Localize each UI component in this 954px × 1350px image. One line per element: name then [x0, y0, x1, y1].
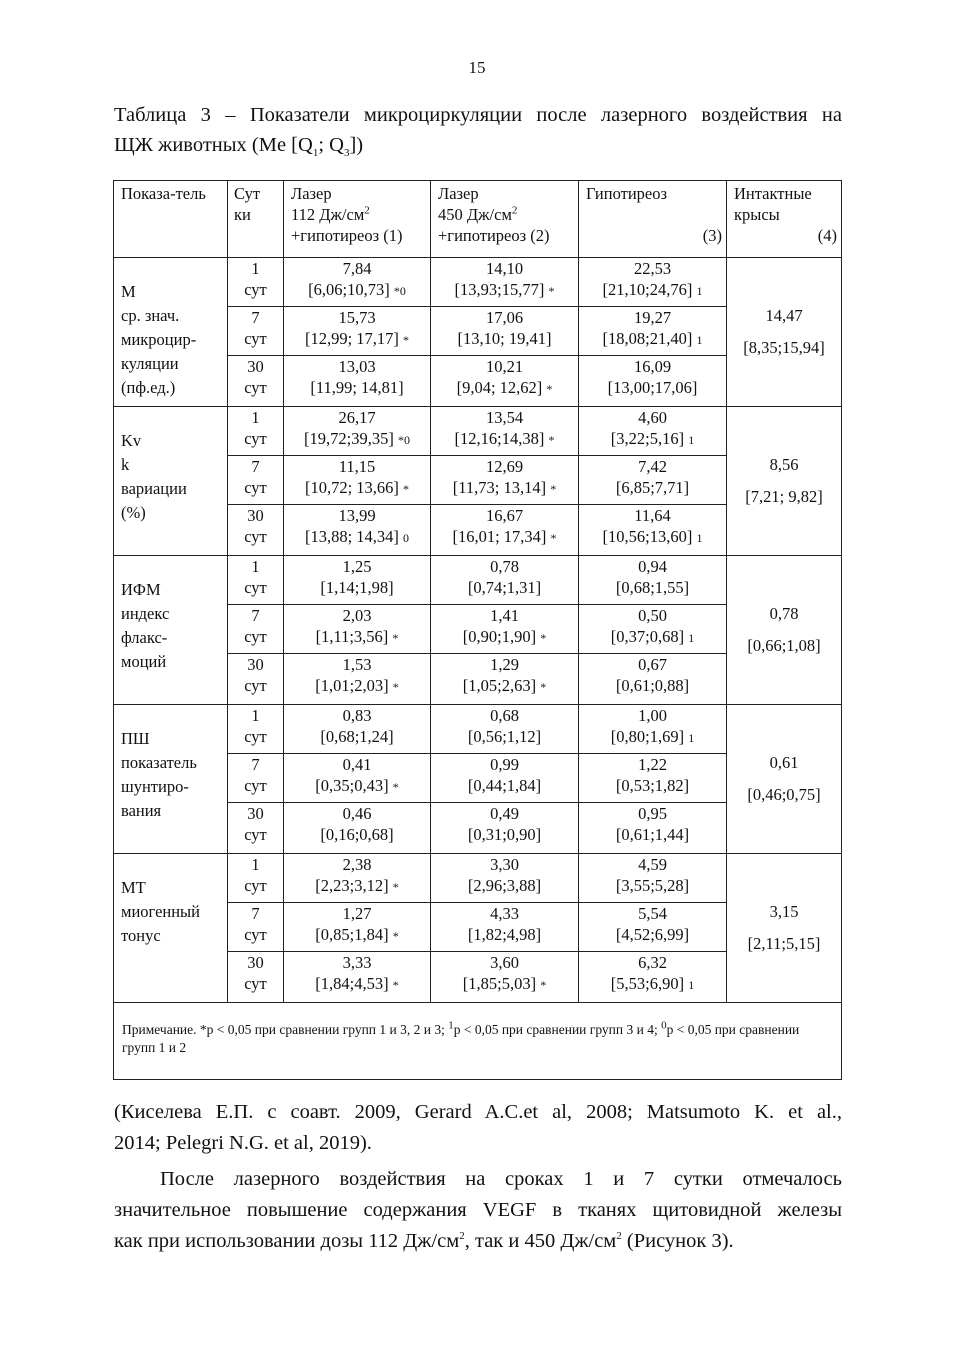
quartile-range: [6,06;10,73] — [308, 280, 390, 299]
indicator-label: Kv — [121, 431, 142, 450]
significance-marker: * — [403, 482, 410, 496]
indicator-label: M — [121, 282, 136, 301]
median-value: 10,21 — [485, 357, 524, 376]
caption-line-1: Таблица 3 – Показатели микроциркуляции после лазерного воздействия на — [114, 104, 842, 126]
indicator-label: (%) — [121, 503, 146, 522]
quartile-range: [0,90;1,90] — [462, 627, 537, 646]
median-value: 4,59 — [638, 855, 667, 874]
day-cell — [228, 556, 284, 605]
references-paragraph — [114, 1097, 842, 1159]
value-cell-g1 — [284, 605, 431, 654]
median-value: 0,95 — [638, 804, 667, 823]
day-unit: сут — [244, 378, 267, 397]
value-cell-g2 — [431, 456, 579, 505]
median-value: 14,10 — [485, 259, 524, 278]
day-unit: сут — [244, 578, 267, 597]
significance-marker: * — [392, 780, 399, 794]
significance-marker: * — [540, 631, 547, 645]
day-unit: сут — [244, 825, 267, 844]
value-cell-g1 — [284, 754, 431, 803]
value-cell-g2 — [431, 356, 579, 407]
value-cell-g1 — [284, 307, 431, 356]
intact-range: [8,35;15,94] — [743, 338, 825, 357]
indicator-label: моций — [121, 652, 167, 671]
quartile-range: [0,56;1,12] — [467, 727, 542, 746]
day-unit: сут — [244, 429, 267, 448]
day-unit: сут — [244, 727, 267, 746]
significance-marker: 0 — [403, 531, 410, 545]
value-cell-g3 — [579, 505, 727, 556]
median-value: 3,30 — [490, 855, 519, 874]
header-hypothyroidism: Гипотиреоз (3) — [579, 181, 727, 258]
day-cell — [228, 654, 284, 705]
day-cell — [228, 258, 284, 307]
median-value: 2,03 — [342, 606, 372, 625]
value-cell-g3 — [579, 456, 727, 505]
median-value: 19,27 — [633, 308, 672, 327]
value-cell-g2 — [431, 952, 579, 1003]
quartile-range: [1,14;1,98] — [320, 578, 394, 597]
day-number: 1 — [251, 259, 260, 278]
significance-marker: * — [540, 978, 547, 992]
significance-marker: * — [550, 531, 557, 545]
median-value: 1,27 — [342, 904, 372, 923]
median-value: 11,64 — [634, 506, 671, 525]
indicator-cell — [114, 258, 228, 407]
median-value: 22,53 — [633, 259, 672, 278]
value-cell-g2 — [431, 705, 579, 754]
table-row — [114, 407, 842, 456]
median-value: 4,60 — [638, 408, 667, 427]
median-value: 0,78 — [490, 557, 519, 576]
value-cell-g3 — [579, 705, 727, 754]
indicator-label: вариации — [121, 479, 187, 498]
quartile-range: [3,55;5,28] — [615, 876, 690, 895]
value-cell-g1 — [284, 505, 431, 556]
day-number: 7 — [251, 904, 260, 923]
median-value: 1,29 — [490, 655, 519, 674]
quartile-range: [0,44;1,84] — [467, 776, 542, 795]
quartile-range: [1,82;4,98] — [467, 925, 542, 944]
indicator-cell — [114, 705, 228, 854]
day-number: 30 — [247, 804, 264, 823]
day-number: 1 — [251, 557, 260, 576]
median-value: 0,49 — [490, 804, 519, 823]
day-number: 30 — [247, 655, 264, 674]
day-unit: сут — [244, 329, 267, 348]
quartile-range: [13,10; 19,41] — [457, 329, 552, 348]
median-value: 0,46 — [342, 804, 372, 823]
quartile-range: [6,85;7,71] — [615, 478, 690, 497]
quartile-range: [21,10;24,76] — [602, 280, 693, 299]
value-cell-g1 — [284, 903, 431, 952]
day-unit: сут — [244, 478, 267, 497]
quartile-range: [1,85;5,03] — [462, 974, 537, 993]
header-intact: Интактные крысы (4) — [727, 181, 842, 258]
day-number: 7 — [251, 308, 260, 327]
indicator-cell — [114, 854, 228, 1003]
table-row — [114, 556, 842, 605]
significance-marker: * — [540, 680, 547, 694]
day-number: 7 — [251, 457, 260, 476]
intact-cell — [727, 705, 842, 854]
median-value: 6,32 — [638, 953, 667, 972]
value-cell-g3 — [579, 307, 727, 356]
value-cell-g2 — [431, 505, 579, 556]
significance-marker: 1 — [688, 978, 695, 992]
quartile-range: [1,84;4,53] — [315, 974, 389, 993]
quartile-range: [0,31;0,90] — [467, 825, 542, 844]
quartile-range: [0,61;1,44] — [615, 825, 690, 844]
value-cell-g3 — [579, 356, 727, 407]
median-value: 13,03 — [338, 357, 376, 376]
value-cell-g3 — [579, 605, 727, 654]
day-number: 1 — [251, 408, 260, 427]
value-cell-g2 — [431, 854, 579, 903]
day-number: 30 — [247, 506, 264, 525]
intact-median: 0,78 — [769, 604, 799, 623]
indicator-label: (пф.ед.) — [121, 378, 176, 397]
quartile-range: [0,80;1,69] — [610, 727, 685, 746]
table-header-row — [114, 181, 842, 258]
median-value: 5,54 — [638, 904, 667, 923]
quartile-range: [0,37;0,68] — [610, 627, 685, 646]
significance-marker: * — [392, 978, 399, 992]
value-cell-g3 — [579, 258, 727, 307]
day-number: 1 — [251, 855, 260, 874]
intact-cell — [727, 854, 842, 1003]
value-cell-g3 — [579, 407, 727, 456]
value-cell-g2 — [431, 407, 579, 456]
median-value: 1,25 — [342, 557, 372, 576]
day-number: 30 — [247, 953, 264, 972]
day-number: 7 — [251, 755, 260, 774]
value-cell-g2 — [431, 556, 579, 605]
day-cell — [228, 754, 284, 803]
intact-median: 14,47 — [765, 306, 803, 325]
day-number: 1 — [251, 706, 260, 725]
value-cell-g2 — [431, 754, 579, 803]
intact-median: 8,56 — [769, 455, 799, 474]
indicator-label: куляции — [121, 354, 179, 373]
indicator-label: флакс- — [121, 628, 168, 647]
quartile-range: [2,23;3,12] — [315, 876, 389, 895]
day-cell — [228, 605, 284, 654]
value-cell-g1 — [284, 556, 431, 605]
significance-marker: * — [546, 382, 553, 396]
indicator-label: ПШ — [121, 729, 150, 748]
indicator-label: МТ — [121, 878, 146, 897]
significance-marker: 1 — [688, 433, 695, 447]
value-cell-g2 — [431, 803, 579, 854]
indicator-label: микроцир- — [121, 330, 197, 349]
significance-marker: *0 — [397, 433, 410, 447]
value-cell-g3 — [579, 754, 727, 803]
intact-range: [0,66;1,08] — [747, 636, 821, 655]
quartile-range: [1,05;2,63] — [462, 676, 537, 695]
day-cell — [228, 356, 284, 407]
table-row — [114, 854, 842, 903]
median-value: 17,06 — [485, 308, 524, 327]
references-line-1: (Киселева Е.П. с соавт. 2009, Gerard A.C.et al, 2008; Matsumoto K. et al., — [114, 1101, 842, 1123]
significance-marker: * — [548, 284, 555, 298]
value-cell-g3 — [579, 903, 727, 952]
indicator-cell — [114, 556, 228, 705]
median-value: 13,54 — [485, 408, 524, 427]
value-cell-g1 — [284, 356, 431, 407]
significance-marker: 1 — [696, 284, 703, 298]
day-unit: сут — [244, 876, 267, 895]
value-cell-g2 — [431, 605, 579, 654]
value-cell-g1 — [284, 456, 431, 505]
significance-marker: * — [392, 680, 399, 694]
indicator-label: ИФМ — [121, 580, 161, 599]
median-value: 0,68 — [490, 706, 519, 725]
quartile-range: [16,01; 17,34] — [452, 527, 547, 546]
paragraph-line-3: как при использовании дозы 112 $Дж/см^2$, так и 450 $Дж/см^2$ (Рисунок 3). — [114, 1230, 734, 1252]
header-days: Сут ки — [228, 181, 284, 258]
quartile-range: [10,56;13,60] — [602, 527, 693, 546]
quartile-range: [11,99; 14,81] — [310, 378, 404, 397]
quartile-range: [0,53;1,82] — [615, 776, 690, 795]
significance-marker: * — [392, 880, 399, 894]
median-value: 26,17 — [338, 408, 376, 427]
header-indicator: Показа-тель — [114, 181, 228, 258]
indicator-label: тонус — [121, 926, 161, 945]
day-unit: сут — [244, 974, 267, 993]
value-cell-g3 — [579, 952, 727, 1003]
quartile-range: [11,73; 13,14] — [452, 478, 547, 497]
value-cell-g3 — [579, 556, 727, 605]
median-value: 4,33 — [490, 904, 519, 923]
value-cell-g2 — [431, 258, 579, 307]
day-cell — [228, 407, 284, 456]
indicator-cell — [114, 407, 228, 556]
median-value: 0,67 — [638, 655, 667, 674]
median-value: 0,83 — [342, 706, 372, 725]
day-unit: сут — [244, 776, 267, 795]
value-cell-g1 — [284, 952, 431, 1003]
quartile-range: [0,74;1,31] — [467, 578, 542, 597]
value-cell-g3 — [579, 654, 727, 705]
median-value: 7,84 — [342, 259, 372, 278]
intact-range: [2,11;5,15] — [747, 934, 821, 953]
indicator-label: шунтиро- — [121, 777, 189, 796]
quartile-range: [13,93;15,77] — [454, 280, 545, 299]
day-unit: сут — [244, 676, 267, 695]
median-value: 1,00 — [638, 706, 667, 725]
significance-marker: 1 — [696, 333, 703, 347]
day-number: 7 — [251, 606, 260, 625]
median-value: 1,41 — [490, 606, 519, 625]
value-cell-g1 — [284, 654, 431, 705]
quartile-range: [9,04; 12,62] — [456, 378, 543, 397]
significance-marker: * — [550, 482, 557, 496]
median-value: 11,15 — [338, 457, 376, 476]
quartile-range: [10,72; 13,66] — [304, 478, 399, 497]
paragraph-line-2: значительное повышение содержания VEGF в тканях щитовидной железы — [114, 1199, 842, 1221]
median-value: 3,60 — [490, 953, 519, 972]
intact-range: [0,46;0,75] — [747, 785, 821, 804]
value-cell-g3 — [579, 803, 727, 854]
quartile-range: [3,22;5,16] — [610, 429, 685, 448]
quartile-range: [4,52;6,99] — [615, 925, 690, 944]
intact-cell — [727, 407, 842, 556]
page-number: 15 — [468, 58, 486, 77]
quartile-range: [18,08;21,40] — [602, 329, 693, 348]
indicator-label: показатель — [121, 753, 197, 772]
median-value: 0,50 — [638, 606, 667, 625]
caption-line-2: ЩЖ животных (Me [$Q_1$; $Q_3$]) — [114, 134, 364, 160]
day-cell — [228, 903, 284, 952]
quartile-range: [1,01;2,03] — [315, 676, 389, 695]
intact-median: 0,61 — [769, 753, 799, 772]
significance-marker: * — [548, 433, 555, 447]
significance-marker: * — [392, 929, 399, 943]
table-row — [114, 705, 842, 754]
quartile-range: [12,99; 17,17] — [304, 329, 399, 348]
quartile-range: [0,35;0,43] — [315, 776, 389, 795]
quartile-range: [13,00;17,06] — [607, 378, 698, 397]
header-laser-112: Лазер 112 $Дж/см^2$ +гипотиреоз (1) — [284, 181, 431, 258]
significance-marker: *0 — [393, 284, 406, 298]
median-value: 0,41 — [342, 755, 372, 774]
indicator-label: вания — [121, 801, 162, 820]
quartile-range: [0,68;1,55] — [615, 578, 690, 597]
quartile-range: [0,16;0,68] — [320, 825, 394, 844]
median-value: 15,73 — [338, 308, 376, 327]
day-unit: сут — [244, 627, 267, 646]
significance-marker: * — [403, 333, 410, 347]
references-line-2: 2014; Pelegri N.G. et al, 2019). — [114, 1132, 372, 1154]
quartile-range: [12,16;14,38] — [454, 429, 545, 448]
table-caption — [114, 100, 842, 160]
intact-range: [7,21; 9,82] — [745, 487, 823, 506]
median-value: 2,38 — [342, 855, 372, 874]
intact-median: 3,15 — [769, 902, 799, 921]
quartile-range: [0,61;0,88] — [615, 676, 690, 695]
indicator-label: ср. знач. — [121, 306, 180, 325]
significance-marker: 1 — [696, 531, 703, 545]
day-cell — [228, 505, 284, 556]
median-value: 13,99 — [338, 506, 376, 525]
value-cell-g1 — [284, 803, 431, 854]
median-value: 0,94 — [638, 557, 667, 576]
paragraph-line-1: После лазерного воздействия на сроках 1 и 7 сутки отмечалось — [160, 1168, 842, 1190]
median-value: 1,53 — [342, 655, 372, 674]
quartile-range: [19,72;39,35] — [304, 429, 394, 448]
indicator-label: k — [121, 455, 130, 474]
day-cell — [228, 307, 284, 356]
table-note: Примечание. *p < 0,05 при сравнении групп 1 и 3, 2 и 3; $^1$p < 0,05 при сравнении групп 3 и 4; $^0$p < 0,05 при сравнении групп 1 и 2 — [114, 1003, 842, 1080]
value-cell-g2 — [431, 903, 579, 952]
value-cell-g1 — [284, 407, 431, 456]
body-paragraph — [114, 1164, 842, 1257]
quartile-range: [5,53;6,90] — [610, 974, 685, 993]
table-row — [114, 258, 842, 307]
median-value: 16,09 — [633, 357, 672, 376]
median-value: 1,22 — [638, 755, 667, 774]
median-value: 3,33 — [342, 953, 372, 972]
significance-marker: 1 — [688, 731, 695, 745]
day-cell — [228, 803, 284, 854]
significance-marker: 1 — [688, 631, 695, 645]
indicator-label: индекс — [121, 604, 170, 623]
indicator-label: миогенный — [121, 902, 200, 921]
day-unit: сут — [244, 527, 267, 546]
median-value: 16,67 — [485, 506, 524, 525]
value-cell-g1 — [284, 705, 431, 754]
quartile-range: [0,68;1,24] — [320, 727, 394, 746]
value-cell-g2 — [431, 307, 579, 356]
quartile-range: [2,96;3,88] — [467, 876, 542, 895]
median-value: 7,42 — [638, 457, 667, 476]
significance-marker: * — [392, 631, 399, 645]
value-cell-g1 — [284, 258, 431, 307]
day-unit: сут — [244, 925, 267, 944]
quartile-range: [13,88; 14,34] — [304, 527, 399, 546]
value-cell-g3 — [579, 854, 727, 903]
day-number: 30 — [247, 357, 264, 376]
value-cell-g2 — [431, 654, 579, 705]
intact-cell — [727, 556, 842, 705]
quartile-range: [0,85;1,84] — [315, 925, 389, 944]
median-value: 12,69 — [485, 457, 524, 476]
median-value: 0,99 — [490, 755, 519, 774]
day-unit: сут — [244, 280, 267, 299]
intact-cell — [727, 258, 842, 407]
day-cell — [228, 456, 284, 505]
microcirculation-table — [113, 180, 842, 1080]
quartile-range: [1,11;3,56] — [315, 627, 389, 646]
day-cell — [228, 705, 284, 754]
header-laser-450: Лазер 450 $Дж/см^2$ +гипотиреоз (2) — [431, 181, 579, 258]
day-cell — [228, 854, 284, 903]
value-cell-g1 — [284, 854, 431, 903]
day-cell — [228, 952, 284, 1003]
